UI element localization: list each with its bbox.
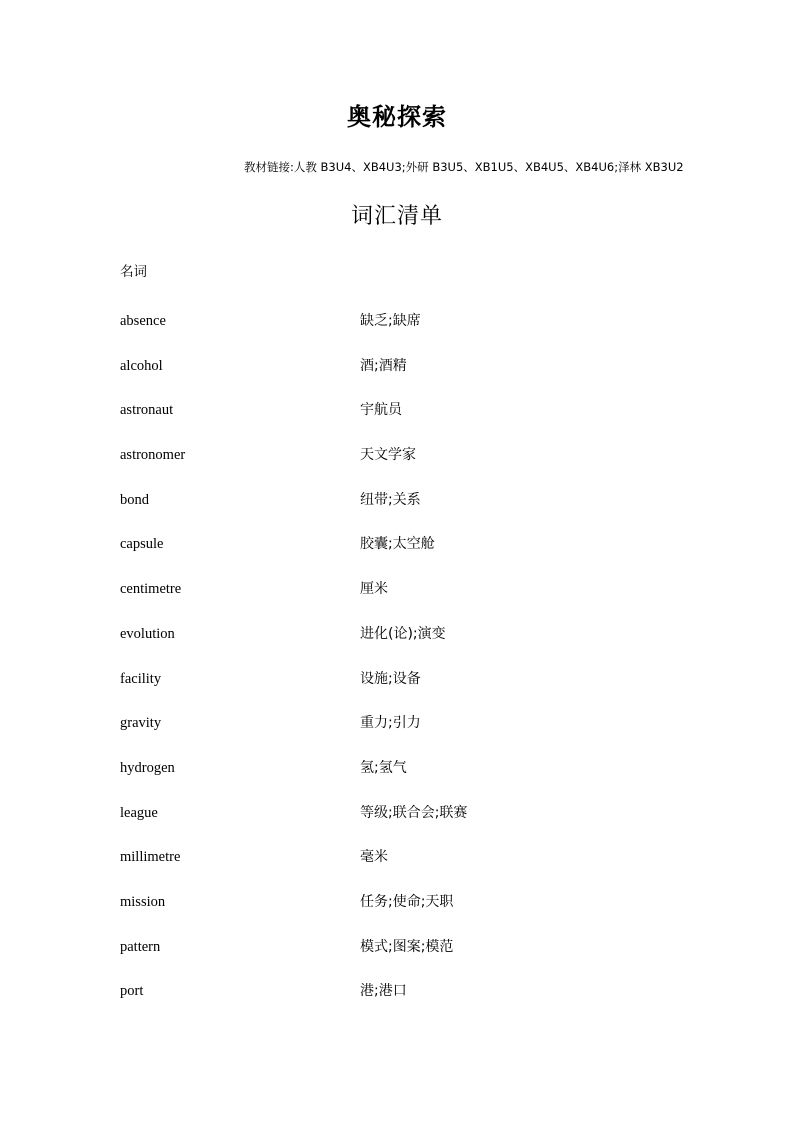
vocab-word: bond bbox=[120, 491, 149, 508]
vocab-word: astronomer bbox=[120, 447, 186, 464]
vocab-row bbox=[120, 846, 680, 891]
vocab-row bbox=[120, 757, 680, 802]
vocab-word: astronaut bbox=[120, 402, 174, 419]
vocab-meaning: 氢;氢气 bbox=[360, 759, 407, 776]
vocab-meaning: 缺乏;缺席 bbox=[360, 313, 421, 329]
vocab-row bbox=[120, 310, 680, 355]
vocab-word: millimetre bbox=[120, 849, 181, 866]
vocab-row bbox=[120, 802, 680, 847]
vocab-meaning: 港;港口 bbox=[360, 983, 407, 1000]
vocab-meaning: 胶囊;太空舱 bbox=[360, 536, 435, 553]
vocab-row bbox=[120, 355, 680, 400]
vocab-word: facility bbox=[120, 670, 162, 687]
page-title: 奥秘探索 bbox=[347, 103, 447, 131]
textbook-links: 教材链接:人教 B3U4、XB4U3;外研 B3U5、XB1U5、XB4U5、XB4U6;泽林 XB3U2 bbox=[244, 160, 684, 174]
part-of-speech-label: 名词 bbox=[120, 264, 147, 280]
vocab-row bbox=[120, 533, 680, 578]
vocab-word: league bbox=[120, 804, 158, 821]
vocab-word: alcohol bbox=[120, 357, 163, 374]
vocab-row bbox=[120, 623, 680, 668]
section-title: 词汇清单 bbox=[350, 204, 443, 229]
vocab-row bbox=[120, 489, 680, 534]
vocab-word: gravity bbox=[120, 715, 162, 732]
vocab-word: centimetre bbox=[120, 581, 182, 598]
vocab-row bbox=[120, 668, 680, 713]
vocab-row bbox=[120, 578, 680, 623]
vocab-row bbox=[120, 980, 680, 1025]
vocab-word: hydrogen bbox=[120, 759, 175, 776]
vocab-meaning: 等级;联合会;联赛 bbox=[360, 804, 468, 821]
vocab-meaning: 纽带;关系 bbox=[360, 491, 421, 508]
vocab-meaning: 重力;引力 bbox=[360, 715, 421, 732]
vocab-word: port bbox=[120, 983, 144, 1000]
vocab-meaning: 进化(论);演变 bbox=[360, 625, 446, 642]
vocabulary-list bbox=[120, 310, 680, 1025]
vocab-meaning: 模式;图案;模范 bbox=[360, 938, 454, 955]
vocab-row bbox=[120, 399, 680, 444]
vocab-word: capsule bbox=[120, 536, 164, 553]
vocab-word: pattern bbox=[120, 938, 161, 955]
vocab-meaning: 设施;设备 bbox=[360, 670, 421, 687]
vocab-row bbox=[120, 712, 680, 757]
vocab-row bbox=[120, 936, 680, 981]
vocab-row bbox=[120, 891, 680, 936]
vocab-meaning: 酒;酒精 bbox=[360, 357, 407, 374]
vocab-meaning: 任务;使命;天职 bbox=[360, 893, 454, 910]
vocab-row bbox=[120, 444, 680, 489]
vocab-meaning: 厘米 bbox=[360, 581, 388, 598]
vocab-meaning: 天文学家 bbox=[360, 447, 416, 464]
vocab-meaning: 宇航员 bbox=[360, 402, 402, 419]
vocab-word: evolution bbox=[120, 625, 175, 642]
vocab-word: absence bbox=[120, 313, 166, 329]
vocab-meaning: 毫米 bbox=[360, 849, 388, 866]
vocab-word: mission bbox=[120, 893, 166, 910]
